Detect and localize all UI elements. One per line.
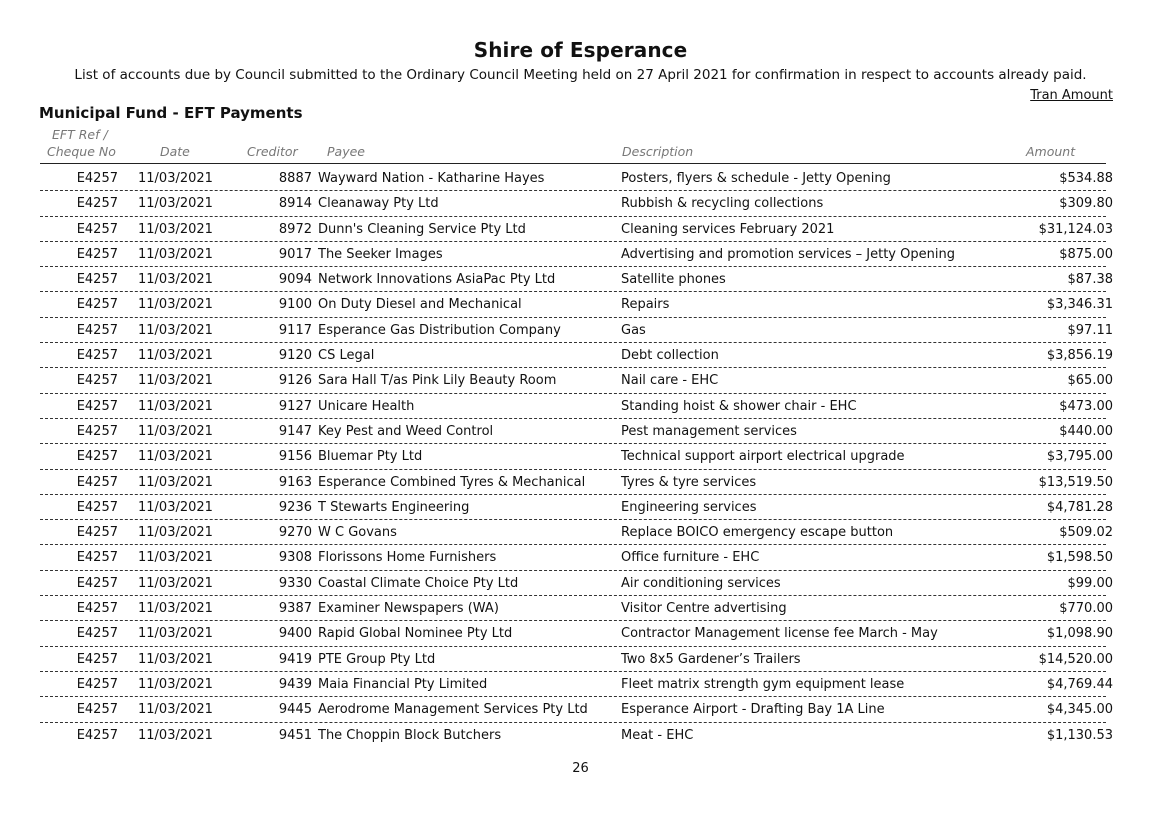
column-header-ref-line2: Cheque No bbox=[47, 144, 116, 159]
description-cell: Rubbish & recycling collections bbox=[621, 196, 824, 212]
amount-cell: $65.00 bbox=[1067, 373, 1113, 389]
amount-cell: $509.02 bbox=[1059, 525, 1113, 541]
payee-cell: Bluemar Pty Ltd bbox=[318, 449, 423, 465]
creditor-cell: 9126 bbox=[278, 373, 312, 389]
description-cell: Office furniture - EHC bbox=[621, 550, 760, 566]
amount-cell: $13,519.50 bbox=[1038, 474, 1113, 490]
description-cell: Replace BOICO emergency escape button bbox=[621, 525, 894, 541]
payee-cell: Rapid Global Nominee Pty Ltd bbox=[318, 626, 513, 642]
eft-ref-cell: E4257 bbox=[76, 702, 118, 718]
description-cell: Satellite phones bbox=[621, 272, 726, 288]
eft-ref-cell: E4257 bbox=[76, 373, 118, 389]
eft-ref-cell: E4257 bbox=[76, 449, 118, 465]
table-row bbox=[0, 191, 1161, 216]
creditor-cell: 9236 bbox=[278, 499, 312, 515]
description-cell: Gas bbox=[621, 322, 646, 338]
description-cell: Esperance Airport - Drafting Bay 1A Line bbox=[621, 702, 885, 718]
eft-ref-cell: E4257 bbox=[76, 297, 118, 313]
description-cell: Air conditioning services bbox=[621, 575, 781, 591]
tran-amount-label: Tran Amount bbox=[1030, 88, 1113, 103]
table-row bbox=[0, 444, 1161, 469]
payee-cell: The Seeker Images bbox=[318, 246, 443, 262]
table-row bbox=[0, 419, 1161, 444]
table-row bbox=[0, 621, 1161, 646]
table-row bbox=[0, 166, 1161, 191]
creditor-cell: 9120 bbox=[278, 348, 312, 364]
payee-cell: T Stewarts Engineering bbox=[318, 499, 470, 515]
description-cell: Visitor Centre advertising bbox=[621, 601, 787, 617]
amount-cell: $473.00 bbox=[1059, 398, 1113, 414]
description-cell: Engineering services bbox=[621, 499, 757, 515]
column-header-payee: Payee bbox=[327, 144, 365, 159]
payee-cell: Maia Financial Pty Limited bbox=[318, 676, 488, 692]
eft-ref-cell: E4257 bbox=[76, 575, 118, 591]
amount-cell: $4,781.28 bbox=[1046, 499, 1113, 515]
amount-cell: $4,769.44 bbox=[1046, 676, 1113, 692]
creditor-cell: 9400 bbox=[278, 626, 312, 642]
description-cell: Tyres & tyre services bbox=[621, 474, 757, 490]
date-cell: 11/03/2021 bbox=[138, 702, 213, 718]
column-header-description: Description bbox=[622, 144, 694, 159]
amount-cell: $31,124.03 bbox=[1038, 221, 1113, 237]
payments-table bbox=[0, 166, 1161, 748]
table-row bbox=[0, 217, 1161, 242]
amount-cell: $99.00 bbox=[1067, 575, 1113, 591]
eft-ref-cell: E4257 bbox=[76, 651, 118, 667]
table-row bbox=[0, 292, 1161, 317]
date-cell: 11/03/2021 bbox=[138, 474, 213, 490]
creditor-cell: 9156 bbox=[278, 449, 312, 465]
date-cell: 11/03/2021 bbox=[138, 398, 213, 414]
payee-cell: Cleanaway Pty Ltd bbox=[318, 196, 439, 212]
date-cell: 11/03/2021 bbox=[138, 626, 213, 642]
date-cell: 11/03/2021 bbox=[138, 322, 213, 338]
table-row bbox=[0, 470, 1161, 495]
description-cell: Repairs bbox=[621, 297, 670, 313]
date-cell: 11/03/2021 bbox=[138, 651, 213, 667]
date-cell: 11/03/2021 bbox=[138, 499, 213, 515]
table-row bbox=[0, 647, 1161, 672]
page-subtitle: List of accounts due by Council submitted to the Ordinary Council Meeting held on 27 April 2021 for confirmation in respect to accounts already paid. bbox=[74, 67, 1087, 83]
table-row bbox=[0, 520, 1161, 545]
eft-ref-cell: E4257 bbox=[76, 348, 118, 364]
eft-ref-cell: E4257 bbox=[76, 423, 118, 439]
payee-cell: Aerodrome Management Services Pty Ltd bbox=[318, 702, 588, 718]
amount-cell: $1,598.50 bbox=[1046, 550, 1113, 566]
description-cell: Technical support airport electrical upgrade bbox=[621, 449, 905, 465]
table-row bbox=[0, 495, 1161, 520]
creditor-cell: 9147 bbox=[278, 423, 312, 439]
description-cell: Cleaning services February 2021 bbox=[621, 221, 835, 237]
payee-cell: Key Pest and Weed Control bbox=[318, 423, 494, 439]
eft-ref-cell: E4257 bbox=[76, 246, 118, 262]
payee-cell: Network Innovations AsiaPac Pty Ltd bbox=[318, 272, 556, 288]
table-row bbox=[0, 242, 1161, 267]
eft-ref-cell: E4257 bbox=[76, 626, 118, 642]
column-header-creditor: Creditor bbox=[247, 144, 298, 159]
page-number: 26 bbox=[572, 761, 589, 776]
creditor-cell: 9445 bbox=[278, 702, 312, 718]
column-header-date: Date bbox=[160, 144, 190, 159]
date-cell: 11/03/2021 bbox=[138, 423, 213, 439]
date-cell: 11/03/2021 bbox=[138, 727, 213, 743]
date-cell: 11/03/2021 bbox=[138, 272, 213, 288]
creditor-cell: 9017 bbox=[278, 246, 312, 262]
payee-cell: Esperance Gas Distribution Company bbox=[318, 322, 561, 338]
eft-ref-cell: E4257 bbox=[76, 525, 118, 541]
creditor-cell: 8972 bbox=[278, 221, 312, 237]
eft-ref-cell: E4257 bbox=[76, 171, 118, 186]
eft-ref-cell: E4257 bbox=[76, 474, 118, 490]
eft-ref-cell: E4257 bbox=[76, 398, 118, 414]
eft-ref-cell: E4257 bbox=[76, 550, 118, 566]
creditor-cell: 9117 bbox=[278, 322, 312, 338]
payee-cell: CS Legal bbox=[318, 348, 375, 364]
creditor-cell: 9100 bbox=[278, 297, 312, 313]
creditor-cell: 9308 bbox=[278, 550, 312, 566]
amount-cell: $309.80 bbox=[1059, 196, 1113, 212]
amount-cell: $1,130.53 bbox=[1046, 727, 1113, 743]
payee-cell: Unicare Health bbox=[318, 398, 415, 414]
section-title: Municipal Fund - EFT Payments bbox=[39, 104, 303, 122]
payee-cell: Dunn's Cleaning Service Pty Ltd bbox=[318, 221, 526, 237]
table-row bbox=[0, 545, 1161, 570]
date-cell: 11/03/2021 bbox=[138, 297, 213, 313]
description-cell: Meat - EHC bbox=[621, 727, 694, 743]
description-cell: Standing hoist & shower chair - EHC bbox=[621, 398, 857, 414]
description-cell: Fleet matrix strength gym equipment lease bbox=[621, 676, 905, 692]
creditor-cell: 8914 bbox=[278, 196, 312, 212]
creditor-cell: 9270 bbox=[278, 525, 312, 541]
table-row bbox=[0, 571, 1161, 596]
description-cell: Advertising and promotion services – Jetty Opening bbox=[621, 246, 955, 262]
creditor-cell: 9439 bbox=[278, 676, 312, 692]
creditor-cell: 8887 bbox=[278, 171, 312, 186]
eft-ref-cell: E4257 bbox=[76, 601, 118, 617]
table-row bbox=[0, 672, 1161, 697]
date-cell: 11/03/2021 bbox=[138, 196, 213, 212]
date-cell: 11/03/2021 bbox=[138, 575, 213, 591]
description-cell: Contractor Management license fee March - May bbox=[621, 626, 938, 642]
creditor-cell: 9387 bbox=[278, 601, 312, 617]
amount-cell: $770.00 bbox=[1059, 601, 1113, 617]
table-row bbox=[0, 394, 1161, 419]
payee-cell: PTE Group Pty Ltd bbox=[318, 651, 436, 667]
date-cell: 11/03/2021 bbox=[138, 601, 213, 617]
header-rule bbox=[40, 163, 1106, 164]
amount-cell: $3,795.00 bbox=[1046, 449, 1113, 465]
payee-cell: Esperance Combined Tyres & Mechanical bbox=[318, 474, 586, 490]
description-cell: Nail care - EHC bbox=[621, 373, 719, 389]
date-cell: 11/03/2021 bbox=[138, 348, 213, 364]
eft-ref-cell: E4257 bbox=[76, 727, 118, 743]
table-row bbox=[0, 368, 1161, 393]
amount-cell: $97.11 bbox=[1067, 322, 1113, 338]
amount-cell: $4,345.00 bbox=[1046, 702, 1113, 718]
creditor-cell: 9419 bbox=[278, 651, 312, 667]
creditor-cell: 9094 bbox=[278, 272, 312, 288]
eft-ref-cell: E4257 bbox=[76, 196, 118, 212]
date-cell: 11/03/2021 bbox=[138, 449, 213, 465]
payee-cell: Sara Hall T/as Pink Lily Beauty Room bbox=[318, 373, 557, 389]
payee-cell: The Choppin Block Butchers bbox=[318, 727, 502, 743]
date-cell: 11/03/2021 bbox=[138, 221, 213, 237]
payee-cell: Coastal Climate Choice Pty Ltd bbox=[318, 575, 519, 591]
payee-cell: Examiner Newspapers (WA) bbox=[318, 601, 499, 617]
amount-cell: $534.88 bbox=[1059, 171, 1113, 186]
creditor-cell: 9127 bbox=[278, 398, 312, 414]
amount-cell: $440.00 bbox=[1059, 423, 1113, 439]
creditor-cell: 9451 bbox=[278, 727, 312, 743]
column-header-ref-line1: EFT Ref / bbox=[52, 127, 108, 142]
amount-cell: $1,098.90 bbox=[1046, 626, 1113, 642]
amount-cell: $875.00 bbox=[1059, 246, 1113, 262]
table-row bbox=[0, 596, 1161, 621]
date-cell: 11/03/2021 bbox=[138, 171, 213, 186]
eft-ref-cell: E4257 bbox=[76, 499, 118, 515]
date-cell: 11/03/2021 bbox=[138, 525, 213, 541]
date-cell: 11/03/2021 bbox=[138, 550, 213, 566]
payee-cell: Wayward Nation - Katharine Hayes bbox=[318, 171, 545, 186]
payee-cell: W C Govans bbox=[318, 525, 397, 541]
creditor-cell: 9330 bbox=[278, 575, 312, 591]
table-row bbox=[0, 318, 1161, 343]
description-cell: Posters, flyers & schedule - Jetty Opening bbox=[621, 171, 891, 186]
eft-ref-cell: E4257 bbox=[76, 322, 118, 338]
column-header-amount: Amount bbox=[1026, 144, 1076, 159]
eft-ref-cell: E4257 bbox=[76, 272, 118, 288]
table-row bbox=[0, 723, 1161, 748]
eft-ref-cell: E4257 bbox=[76, 676, 118, 692]
table-row bbox=[0, 267, 1161, 292]
payee-cell: Florissons Home Furnishers bbox=[318, 550, 497, 566]
date-cell: 11/03/2021 bbox=[138, 676, 213, 692]
amount-cell: $3,346.31 bbox=[1046, 297, 1113, 313]
table-row bbox=[0, 697, 1161, 722]
date-cell: 11/03/2021 bbox=[138, 246, 213, 262]
date-cell: 11/03/2021 bbox=[138, 373, 213, 389]
creditor-cell: 9163 bbox=[278, 474, 312, 490]
page-title: Shire of Esperance bbox=[473, 38, 688, 62]
amount-cell: $87.38 bbox=[1067, 272, 1113, 288]
payee-cell: On Duty Diesel and Mechanical bbox=[318, 297, 522, 313]
description-cell: Debt collection bbox=[621, 348, 719, 364]
table-row bbox=[0, 343, 1161, 368]
description-cell: Pest management services bbox=[621, 423, 797, 439]
amount-cell: $3,856.19 bbox=[1046, 348, 1113, 364]
description-cell: Two 8x5 Gardener’s Trailers bbox=[621, 651, 801, 667]
amount-cell: $14,520.00 bbox=[1038, 651, 1113, 667]
eft-ref-cell: E4257 bbox=[76, 221, 118, 237]
